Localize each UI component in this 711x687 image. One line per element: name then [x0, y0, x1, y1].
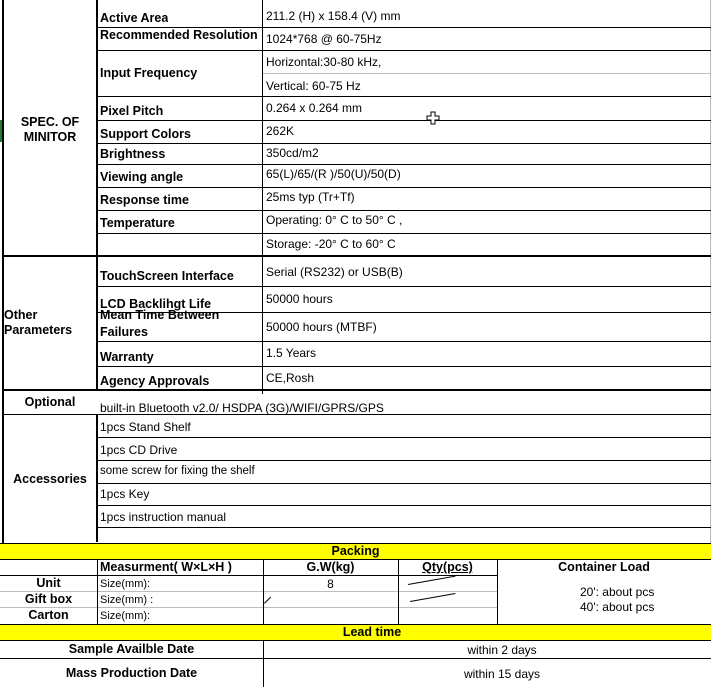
value-brightness: 350cd/m2 [266, 146, 319, 160]
section-line [2, 255, 711, 257]
container-20: 20': about pcs [580, 585, 655, 599]
row-line [97, 96, 711, 97]
row-line [97, 50, 711, 51]
slash-mark [410, 593, 455, 602]
value-agency: CE,Rosh [266, 371, 315, 385]
label-resolution: Recommended Resolution [100, 28, 258, 42]
pack-unit: Unit [36, 576, 61, 590]
section-line-2: MINITOR [23, 130, 77, 144]
value-touchscreen: Serial (RS232) or USB(B) [266, 265, 403, 279]
row-line [97, 120, 711, 121]
label-brightness: Brightness [100, 147, 166, 161]
container-40: 40': about pcs [580, 600, 655, 614]
row-line [97, 460, 711, 461]
row-line [97, 233, 711, 234]
accessory-item: 1pcs Key [100, 487, 150, 501]
value-divider [262, 0, 263, 394]
row-line [97, 483, 711, 484]
slash-mark [264, 597, 271, 604]
value-active-area: 211.2 (H) x 158.4 (V) mm [266, 9, 401, 23]
size-giftbox: Size(mm) : [100, 594, 154, 606]
label-viewing-angle: Viewing angle [100, 170, 184, 184]
section-line-1: Other [4, 308, 38, 322]
section-line [2, 389, 711, 391]
row-line [97, 437, 711, 438]
lead-sample-value: within 2 days [467, 643, 537, 657]
label-response-time: Response time [100, 193, 189, 207]
pack-carton: Carton [28, 608, 69, 622]
row-line [97, 286, 711, 287]
value-backlight: 50000 hours [266, 292, 333, 306]
label-touchscreen: TouchScreen Interface [100, 269, 234, 283]
label-agency: Agency Approvals [100, 374, 210, 388]
label-pixel-pitch: Pixel Pitch [100, 104, 164, 118]
value-horizontal: Horizontal:30-80 kHz, [266, 55, 382, 69]
label-support-colors: Support Colors [100, 127, 191, 141]
value-optional: built-in Bluetooth v2.0/ HSDPA (3G)/WIFI/GPRS/GPS [100, 401, 384, 415]
value-resolution: 1024*768 @ 60-75Hz [266, 32, 382, 46]
label-mtbf: Mean Time Between [100, 309, 220, 321]
lead-mass-label: Mass Production Date [65, 666, 198, 680]
header-qty: Qty(pcs) [422, 560, 473, 574]
other-section-title [4, 308, 72, 338]
optional-section-title: Optional [24, 395, 76, 409]
row-line [0, 658, 711, 659]
value-operating-temp: Operating: 0° C to 50° C , [266, 213, 403, 227]
section-line-2: Parameters [4, 323, 73, 337]
label-mtbf-2: Failures [100, 325, 148, 339]
packing-title: Packing [331, 544, 380, 558]
accessory-item: 1pcs CD Drive [100, 443, 178, 457]
label-backlight: LCD Backlihgt Life [100, 297, 212, 311]
label-active-area: Active Area [100, 11, 169, 25]
value-response-time: 25ms typ (Tr+Tf) [266, 190, 355, 204]
value-viewing-angle: 65(L)/65/(R )/50(U)/50(D) [266, 167, 401, 181]
row-line [97, 143, 711, 144]
size-unit: Size(mm): [100, 578, 151, 590]
value-warranty: 1.5 Years [266, 346, 317, 360]
spec-section-title [4, 115, 96, 145]
spec-divider [96, 0, 98, 255]
size-carton: Size(mm): [100, 610, 151, 622]
section-line [0, 640, 711, 641]
accessory-item: 1pcs instruction manual [100, 510, 227, 524]
pack-giftbox: Gift box [24, 592, 73, 606]
row-line [97, 210, 711, 211]
slash-mark [408, 576, 455, 585]
lead-mass-value: within 15 days [463, 667, 541, 681]
row-line [97, 366, 711, 367]
label-temperature: Temperature [100, 216, 175, 230]
value-storage-temp: Storage: -20° C to 60° C [266, 237, 396, 251]
header-container: Container Load [558, 560, 650, 574]
value-mtbf: 50000 hours (MTBF) [266, 320, 377, 334]
acc-divider [96, 415, 98, 542]
row-line [97, 341, 711, 342]
section-line-1: SPEC. OF [20, 115, 80, 129]
lead-sample-label: Sample Availble Date [68, 642, 195, 656]
label-input-frequency: Input Frequency [100, 66, 198, 80]
cursor-crosshair-icon [426, 111, 440, 125]
gw-unit: 8 [327, 577, 334, 591]
lead-title: Lead time [342, 625, 402, 639]
other-divider [96, 256, 98, 389]
row-line [97, 527, 711, 528]
col-line [97, 559, 98, 624]
label-warranty: Warranty [100, 350, 154, 364]
accessory-item: 1pcs Stand Shelf [100, 420, 191, 434]
row-line [263, 73, 711, 74]
row-line [97, 164, 711, 165]
accessory-item: some screw for fixing the shelf [100, 465, 255, 477]
left-border [2, 0, 4, 543]
row-line [97, 505, 711, 506]
row-line [97, 187, 711, 188]
header-gw: G.W(kg) [306, 560, 355, 574]
header-measurement: Measurment( W×L×H ) [100, 560, 232, 574]
value-support-colors: 262K [266, 124, 295, 138]
value-vertical: Vertical: 60-75 Hz [266, 79, 361, 93]
accessories-section-title: Accessories [13, 472, 87, 486]
value-pixel-pitch: 0.264 x 0.264 mm [266, 101, 363, 115]
